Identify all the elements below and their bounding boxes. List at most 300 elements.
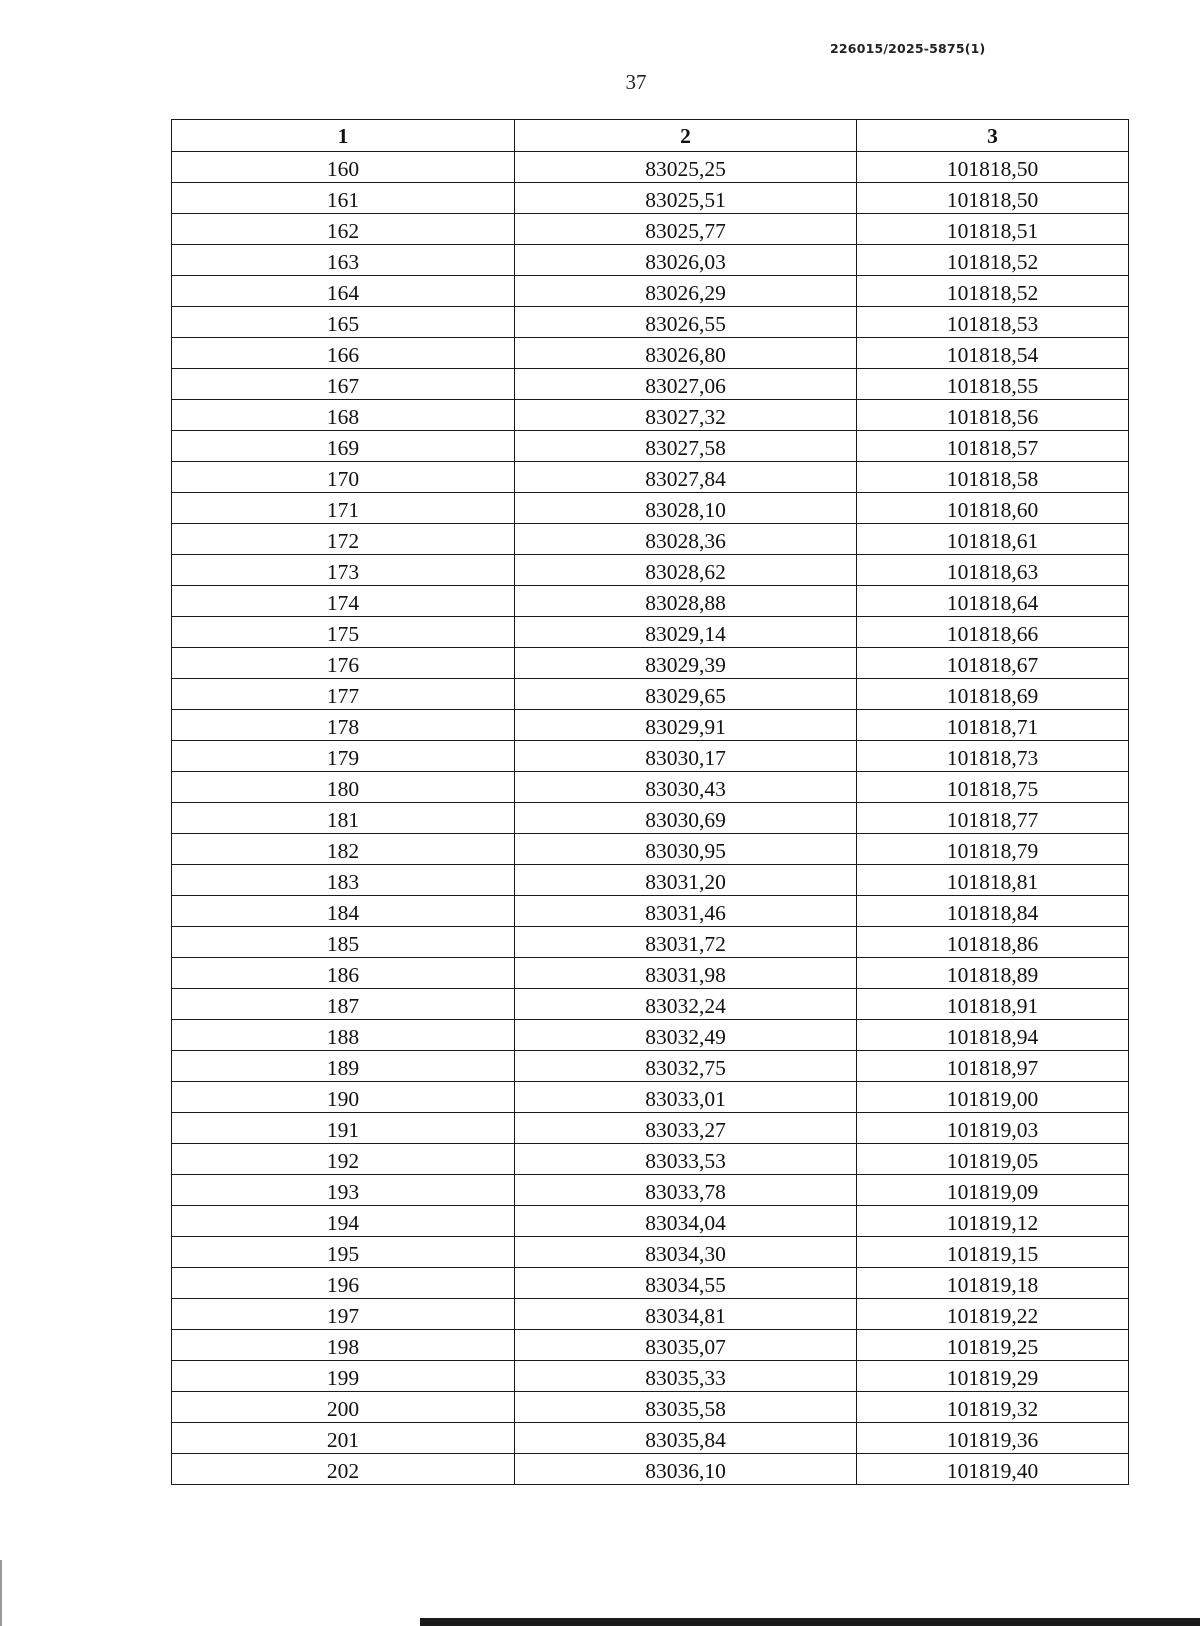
cell-value: 101819,09 [946, 1180, 1039, 1204]
scan-edge-bar [420, 1618, 1200, 1626]
cell-value: 83029,65 [645, 684, 726, 708]
cell-value: 83027,58 [645, 436, 726, 460]
cell-value: 101818,51 [946, 219, 1039, 243]
cell-value: 101818,60 [946, 498, 1039, 522]
cell-value: 201 [326, 1428, 360, 1452]
table-cell-col-3 [857, 710, 1129, 741]
cell-value: 83035,07 [645, 1335, 726, 1359]
table-cell-col-1 [172, 493, 515, 524]
table-cell-col-3 [857, 1361, 1129, 1392]
table-cell-col-2 [515, 1051, 857, 1082]
table-cell-col-3 [857, 1268, 1129, 1299]
table-cell-col-2 [515, 1144, 857, 1175]
cell-value: 101819,05 [946, 1149, 1039, 1173]
table-cell-col-2 [515, 1206, 857, 1237]
cell-value: 190 [326, 1087, 360, 1111]
cell-value: 83035,58 [645, 1397, 726, 1421]
coordinates-table [171, 119, 1129, 1485]
cell-value: 101818,86 [946, 932, 1039, 956]
table-cell-col-3 [857, 183, 1129, 214]
table-cell-col-2 [515, 462, 857, 493]
table-row [172, 586, 1129, 617]
table-cell-col-2 [515, 493, 857, 524]
column-header-3: 3 [857, 120, 1129, 152]
table-cell-col-1 [172, 1206, 515, 1237]
table-cell-col-2 [515, 524, 857, 555]
table-row [172, 896, 1129, 927]
cell-value: 169 [326, 436, 360, 460]
table-cell-col-3 [857, 338, 1129, 369]
table-cell-col-1 [172, 276, 515, 307]
table-cell-col-3 [857, 1423, 1129, 1454]
table-cell-col-2 [515, 586, 857, 617]
cell-value: 83031,98 [645, 963, 726, 987]
cell-value: 165 [326, 312, 360, 336]
cell-value: 194 [326, 1211, 360, 1235]
table-row [172, 958, 1129, 989]
cell-value: 196 [326, 1273, 360, 1297]
table-cell-col-2 [515, 1454, 857, 1485]
cell-value: 83030,69 [645, 808, 726, 832]
table-cell-col-2 [515, 1330, 857, 1361]
table-row [172, 865, 1129, 896]
cell-value: 101818,54 [946, 343, 1039, 367]
table-cell-col-3 [857, 803, 1129, 834]
cell-value: 83025,77 [645, 219, 726, 243]
table-cell-col-1 [172, 1020, 515, 1051]
table-cell-col-1 [172, 555, 515, 586]
cell-value: 101818,55 [946, 374, 1039, 398]
cell-value: 83035,84 [645, 1428, 726, 1452]
table-cell-col-3 [857, 1020, 1129, 1051]
cell-value: 202 [326, 1459, 360, 1483]
cell-value: 83026,55 [645, 312, 726, 336]
table-row [172, 1144, 1129, 1175]
cell-value: 176 [326, 653, 360, 677]
cell-value: 186 [326, 963, 360, 987]
table-cell-col-2 [515, 245, 857, 276]
table-row [172, 741, 1129, 772]
table-cell-col-3 [857, 1144, 1129, 1175]
cell-value: 178 [326, 715, 360, 739]
table-cell-col-1 [172, 1051, 515, 1082]
table-cell-col-1 [172, 245, 515, 276]
table-cell-col-2 [515, 927, 857, 958]
table-cell-col-2 [515, 214, 857, 245]
cell-value: 180 [326, 777, 360, 801]
cell-value: 83034,81 [645, 1304, 726, 1328]
cell-value: 185 [326, 932, 360, 956]
table-row [172, 1082, 1129, 1113]
table-cell-col-1 [172, 338, 515, 369]
table-row [172, 183, 1129, 214]
cell-value: 101819,18 [946, 1273, 1039, 1297]
cell-value: 198 [326, 1335, 360, 1359]
table-row [172, 493, 1129, 524]
cell-value: 101818,52 [946, 281, 1039, 305]
table-row [172, 152, 1129, 183]
cell-value: 187 [326, 994, 360, 1018]
table-cell-col-2 [515, 1361, 857, 1392]
table-cell-col-3 [857, 431, 1129, 462]
table-cell-col-2 [515, 1268, 857, 1299]
table-header [172, 120, 1129, 152]
table-row [172, 834, 1129, 865]
cell-value: 83032,49 [645, 1025, 726, 1049]
cell-value: 101819,36 [946, 1428, 1039, 1452]
cell-value: 175 [326, 622, 360, 646]
table-cell-col-1 [172, 741, 515, 772]
table-cell-col-2 [515, 369, 857, 400]
cell-value: 101818,64 [946, 591, 1039, 615]
table-cell-col-3 [857, 865, 1129, 896]
cell-value: 83027,06 [645, 374, 726, 398]
table-row [172, 400, 1129, 431]
table-cell-col-1 [172, 958, 515, 989]
table-cell-col-1 [172, 865, 515, 896]
cell-value: 101818,73 [946, 746, 1039, 770]
cell-value: 83029,91 [645, 715, 726, 739]
cell-value: 164 [326, 281, 360, 305]
table-cell-col-2 [515, 865, 857, 896]
table-row [172, 1113, 1129, 1144]
table-row [172, 710, 1129, 741]
table-row [172, 989, 1129, 1020]
table-cell-col-1 [172, 1113, 515, 1144]
table-cell-col-1 [172, 369, 515, 400]
table-cell-col-2 [515, 803, 857, 834]
table-cell-col-2 [515, 896, 857, 927]
table-row [172, 462, 1129, 493]
table-body [172, 152, 1129, 1485]
cell-value: 83028,10 [645, 498, 726, 522]
page-number: 37 [625, 70, 647, 94]
cell-value: 83032,75 [645, 1056, 726, 1080]
cell-value: 83031,46 [645, 901, 726, 925]
table-row [172, 524, 1129, 555]
cell-value: 197 [326, 1304, 360, 1328]
table-row [172, 1423, 1129, 1454]
cell-value: 83028,36 [645, 529, 726, 553]
cell-value: 101818,57 [946, 436, 1039, 460]
cell-value: 172 [326, 529, 360, 553]
table-cell-col-3 [857, 493, 1129, 524]
table-row [172, 214, 1129, 245]
cell-value: 188 [326, 1025, 360, 1049]
cell-value: 83033,53 [645, 1149, 726, 1173]
cell-value: 193 [326, 1180, 360, 1204]
table-cell-col-2 [515, 1299, 857, 1330]
table-cell-col-3 [857, 276, 1129, 307]
cell-value: 101818,50 [946, 157, 1039, 181]
table-row [172, 1051, 1129, 1082]
table-cell-col-2 [515, 834, 857, 865]
table-cell-col-1 [172, 152, 515, 183]
cell-value: 83025,51 [645, 188, 726, 212]
cell-value: 101818,75 [946, 777, 1039, 801]
table-cell-col-1 [172, 710, 515, 741]
table-cell-col-3 [857, 772, 1129, 803]
cell-value: 101818,69 [946, 684, 1039, 708]
document-id: 226015/2025-5875(1) [830, 41, 986, 56]
cell-value: 83034,04 [645, 1211, 726, 1235]
cell-value: 101818,77 [946, 808, 1039, 832]
cell-value: 83029,14 [645, 622, 726, 646]
cell-value: 101819,03 [946, 1118, 1039, 1142]
table-cell-col-2 [515, 1237, 857, 1268]
cell-value: 101818,94 [946, 1025, 1039, 1049]
cell-value: 166 [326, 343, 360, 367]
table-cell-col-1 [172, 214, 515, 245]
cell-value: 83030,17 [645, 746, 726, 770]
cell-value: 101818,81 [946, 870, 1039, 894]
cell-value: 184 [326, 901, 360, 925]
cell-value: 83032,24 [645, 994, 726, 1018]
cell-value: 179 [326, 746, 360, 770]
table-cell-col-2 [515, 958, 857, 989]
table-cell-col-3 [857, 617, 1129, 648]
cell-value: 83027,32 [645, 405, 726, 429]
table-cell-col-1 [172, 183, 515, 214]
table-row [172, 1361, 1129, 1392]
table-cell-col-2 [515, 400, 857, 431]
table-cell-col-1 [172, 1082, 515, 1113]
table-cell-col-2 [515, 679, 857, 710]
table-cell-col-3 [857, 1454, 1129, 1485]
cell-value: 83031,20 [645, 870, 726, 894]
cell-value: 171 [326, 498, 360, 522]
table-cell-col-2 [515, 555, 857, 586]
table-cell-col-1 [172, 834, 515, 865]
cell-value: 83027,84 [645, 467, 726, 491]
table-cell-col-1 [172, 431, 515, 462]
cell-value: 191 [326, 1118, 360, 1142]
table-row [172, 338, 1129, 369]
table-cell-col-3 [857, 462, 1129, 493]
cell-value: 161 [326, 188, 360, 212]
table-row [172, 369, 1129, 400]
cell-value: 101819,00 [946, 1087, 1039, 1111]
table-cell-col-3 [857, 741, 1129, 772]
cell-value: 182 [326, 839, 360, 863]
table-cell-col-3 [857, 648, 1129, 679]
cell-value: 101818,58 [946, 467, 1039, 491]
cell-value: 177 [326, 684, 360, 708]
cell-value: 200 [326, 1397, 360, 1421]
table-cell-col-2 [515, 276, 857, 307]
table-cell-col-2 [515, 989, 857, 1020]
table-cell-col-1 [172, 617, 515, 648]
table-row [172, 803, 1129, 834]
table-cell-col-3 [857, 555, 1129, 586]
cell-value: 101819,32 [946, 1397, 1039, 1421]
table-cell-col-3 [857, 1237, 1129, 1268]
cell-value: 189 [326, 1056, 360, 1080]
table-cell-col-1 [172, 927, 515, 958]
column-header-1: 1 [172, 120, 515, 152]
table-cell-col-3 [857, 586, 1129, 617]
table-cell-col-3 [857, 245, 1129, 276]
table-cell-col-1 [172, 1299, 515, 1330]
table-row [172, 276, 1129, 307]
table-cell-col-1 [172, 772, 515, 803]
table-cell-col-1 [172, 1454, 515, 1485]
table-cell-col-2 [515, 1020, 857, 1051]
cell-value: 101819,25 [946, 1335, 1039, 1359]
table-cell-col-3 [857, 989, 1129, 1020]
table-cell-col-1 [172, 1423, 515, 1454]
cell-value: 101818,67 [946, 653, 1039, 677]
table-row [172, 1392, 1129, 1423]
table-row [172, 1175, 1129, 1206]
cell-value: 181 [326, 808, 360, 832]
table-cell-col-3 [857, 1206, 1129, 1237]
table-cell-col-2 [515, 183, 857, 214]
table-cell-col-2 [515, 741, 857, 772]
table-cell-col-2 [515, 772, 857, 803]
cell-value: 101818,84 [946, 901, 1039, 925]
table-cell-col-1 [172, 803, 515, 834]
cell-value: 101819,40 [946, 1459, 1039, 1483]
table-cell-col-3 [857, 1392, 1129, 1423]
cell-value: 83033,78 [645, 1180, 726, 1204]
table-row [172, 679, 1129, 710]
table-cell-col-3 [857, 1299, 1129, 1330]
cell-value: 101818,53 [946, 312, 1039, 336]
cell-value: 101818,52 [946, 250, 1039, 274]
cell-value: 101818,79 [946, 839, 1039, 863]
cell-value: 183 [326, 870, 360, 894]
table-cell-col-3 [857, 896, 1129, 927]
cell-value: 174 [326, 591, 360, 615]
table-row [172, 1330, 1129, 1361]
header-row [172, 120, 1129, 152]
cell-value: 83026,03 [645, 250, 726, 274]
cell-value: 83028,88 [645, 591, 726, 615]
cell-value: 83034,30 [645, 1242, 726, 1266]
cell-value: 83031,72 [645, 932, 726, 956]
table-cell-col-2 [515, 1423, 857, 1454]
cell-value: 167 [326, 374, 360, 398]
table-cell-col-3 [857, 307, 1129, 338]
table-row [172, 1206, 1129, 1237]
cell-value: 83035,33 [645, 1366, 726, 1390]
cell-value: 101818,63 [946, 560, 1039, 584]
table-cell-col-1 [172, 648, 515, 679]
table-cell-col-2 [515, 1175, 857, 1206]
column-header-2: 2 [515, 120, 857, 152]
table-cell-col-3 [857, 679, 1129, 710]
cell-value: 160 [326, 157, 360, 181]
table-cell-col-3 [857, 400, 1129, 431]
table-cell-col-1 [172, 679, 515, 710]
cell-value: 83033,01 [645, 1087, 726, 1111]
table-cell-col-2 [515, 617, 857, 648]
table-cell-col-3 [857, 152, 1129, 183]
table-row [172, 772, 1129, 803]
table-cell-col-2 [515, 1113, 857, 1144]
table-cell-col-2 [515, 1392, 857, 1423]
cell-value: 101818,89 [946, 963, 1039, 987]
cell-value: 101819,29 [946, 1366, 1039, 1390]
table-cell-col-1 [172, 400, 515, 431]
table-cell-col-3 [857, 524, 1129, 555]
table-row [172, 1454, 1129, 1485]
table-row [172, 555, 1129, 586]
table-cell-col-2 [515, 338, 857, 369]
table-cell-col-1 [172, 1361, 515, 1392]
table-cell-col-1 [172, 586, 515, 617]
cell-value: 83030,43 [645, 777, 726, 801]
table-row [172, 1299, 1129, 1330]
cell-value: 162 [326, 219, 360, 243]
table-cell-col-3 [857, 834, 1129, 865]
table-row [172, 648, 1129, 679]
cell-value: 101818,56 [946, 405, 1039, 429]
table-row [172, 1020, 1129, 1051]
table-cell-col-1 [172, 524, 515, 555]
table-cell-col-2 [515, 1082, 857, 1113]
cell-value: 101819,22 [946, 1304, 1039, 1328]
cell-value: 83026,29 [645, 281, 726, 305]
table-cell-col-1 [172, 1144, 515, 1175]
cell-value: 83028,62 [645, 560, 726, 584]
cell-value: 199 [326, 1366, 360, 1390]
cell-value: 83033,27 [645, 1118, 726, 1142]
table-cell-col-1 [172, 1268, 515, 1299]
cell-value: 168 [326, 405, 360, 429]
cell-value: 101819,15 [946, 1242, 1039, 1266]
table-cell-col-1 [172, 307, 515, 338]
table-cell-col-1 [172, 1175, 515, 1206]
table-row [172, 431, 1129, 462]
cell-value: 83025,25 [645, 157, 726, 181]
table-row [172, 617, 1129, 648]
cell-value: 195 [326, 1242, 360, 1266]
cell-value: 101818,61 [946, 529, 1039, 553]
table-cell-col-3 [857, 214, 1129, 245]
cell-value: 101818,97 [946, 1056, 1039, 1080]
cell-value: 83026,80 [645, 343, 726, 367]
cell-value: 163 [326, 250, 360, 274]
table-row [172, 245, 1129, 276]
table-cell-col-2 [515, 307, 857, 338]
table-cell-col-1 [172, 1237, 515, 1268]
cell-value: 170 [326, 467, 360, 491]
cell-value: 83034,55 [645, 1273, 726, 1297]
cell-value: 83029,39 [645, 653, 726, 677]
table-cell-col-3 [857, 1175, 1129, 1206]
table-cell-col-2 [515, 431, 857, 462]
table-cell-col-3 [857, 1330, 1129, 1361]
table-cell-col-2 [515, 152, 857, 183]
table-cell-col-1 [172, 1392, 515, 1423]
table-cell-col-1 [172, 462, 515, 493]
cell-value: 192 [326, 1149, 360, 1173]
table-cell-col-3 [857, 369, 1129, 400]
scan-edge-mark [0, 1560, 2, 1626]
table-cell-col-3 [857, 927, 1129, 958]
table-row [172, 1268, 1129, 1299]
table-cell-col-2 [515, 648, 857, 679]
table-cell-col-2 [515, 710, 857, 741]
cell-value: 101819,12 [946, 1211, 1039, 1235]
table-row [172, 927, 1129, 958]
cell-value: 101818,71 [946, 715, 1039, 739]
cell-value: 101818,50 [946, 188, 1039, 212]
table-row [172, 307, 1129, 338]
table-cell-col-3 [857, 1113, 1129, 1144]
